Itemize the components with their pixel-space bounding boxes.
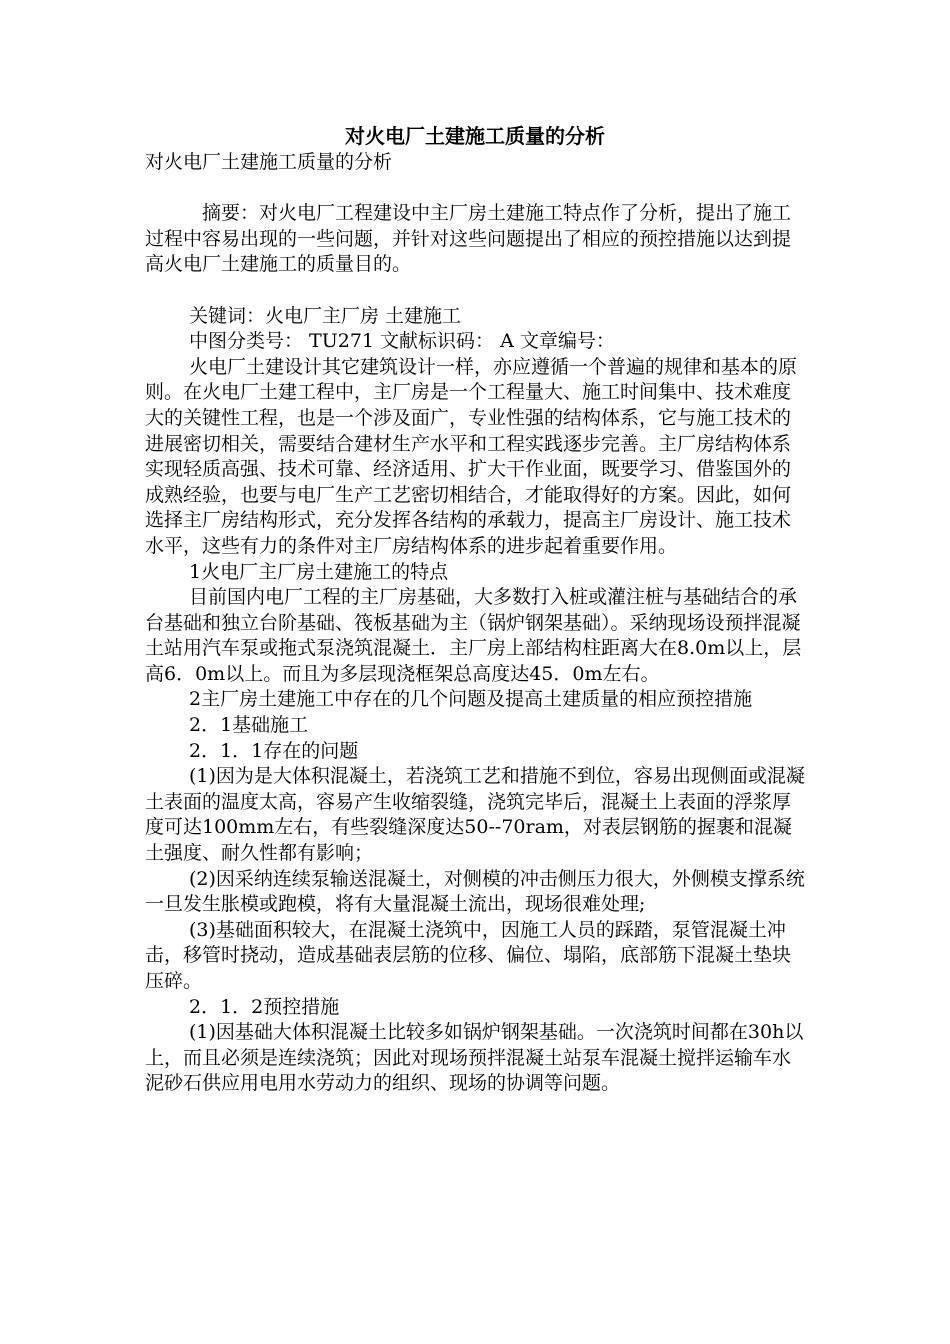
section-heading-1: 1火电厂主厂房土建施工的特点 <box>189 560 449 583</box>
document-body <box>145 150 805 1097</box>
body-paragraph-intro: 火电厂土建设计其它建筑设计一样，亦应遵循一个普遍的规律和基本的原则。在火电厂土建工程中，主厂房是一个工程量大、施工时间集中、技术难度大的关键性工程，也是一个涉及面广，专业性强的结构体系，它与施工技术的进展密切相关，需要结合建材生产水平和工程实践逐步完善。主厂房结构体系实现轻质高强、技术可靠、经济适用、扩大干作业面，既要学习、借鉴国外的成熟经验，也要与电厂生产工艺密切相结合，才能取得好的方案。因此，如何选择主厂房结构形式，充分发挥各结构的承载力，提高主厂房设计、施工技术水平，这些有力的条件对主厂房结构体系的进步起着重要作用。 <box>145 355 798 557</box>
section-heading-2-1: 2．1基础施工 <box>189 714 309 737</box>
keywords-line: 关键词：火电厂主厂房 土建施工 <box>189 304 462 327</box>
section-heading-2: 2主厂房土建施工中存在的几个问题及提高土建质量的相应预控措施 <box>189 688 753 711</box>
list-item-problem-1: (1)因为是大体积混凝土，若浇筑工艺和措施不到位，容易出现侧面或混凝土表面的温度太高，容易产生收缩裂缝，浇筑完毕后，混凝土上表面的浮浆厚度可达100mm左右，有些裂缝深度达50--70ram，对表层钢筋的握裹和混凝土强度、耐久性都有影响； <box>145 765 805 865</box>
list-item-problem-3: (3)基础面积较大，在混凝土浇筑中，因施工人员的踩踏，泵管混凝土冲击，移管时挠动，造成基础表层筋的位移、偏位、塌陷，底部筋下混凝土垫块压碎。 <box>145 918 792 992</box>
section-heading-2-1-1: 2．1．1存在的问题 <box>189 739 359 762</box>
body-paragraph-features: 目前国内电厂工程的主厂房基础，大多数打入桩或灌注桩与基础结合的承台基础和独立台阶基础、筏板基础为主（锅炉钢架基础）。采纳现场设预拌混凝土站用汽车泵或拖式泵浇筑混凝土．主厂房上部结构柱距离大在8.0m以上，层高6．0m以上。而且为多层现浇框架总高度达45．0m左右。 <box>145 586 802 685</box>
list-item-problem-2: (2)因采纳连续泵输送混凝土，对侧模的冲击侧压力很大，外侧模支撑系统一旦发生胀模或跑模，将有大量混凝土流出，现场很难处理; <box>145 867 805 916</box>
abstract-paragraph: 摘要：对火电厂工程建设中主厂房土建施工特点作了分析，提出了施工过程中容易出现的一些问题，并针对这些问题提出了相应的预控措施以达到提高火电厂土建施工的质量目的。 <box>145 202 792 276</box>
section-heading-2-1-2: 2．1．2预控措施 <box>189 995 340 1018</box>
classification-line: 中图分类号： TU271 文献标识码： A 文章编号： <box>189 330 615 353</box>
document-subtitle: 对火电厂土建施工质量的分析 <box>145 151 393 173</box>
list-item-measure-1: (1)因基础大体积混凝土比较多如锅炉钢架基础。一次浇筑时间都在30h以上，而且必须是连续浇筑；因此对现场预拌混凝土站泵车混凝土搅拌运输车水泥砂石供应用电用水劳动力的组织、现场的协调等问题。 <box>145 1021 804 1095</box>
blank-line <box>145 176 805 202</box>
blank-line <box>145 278 805 304</box>
document-title: 对火电厂土建施工质量的分析 <box>345 124 605 148</box>
